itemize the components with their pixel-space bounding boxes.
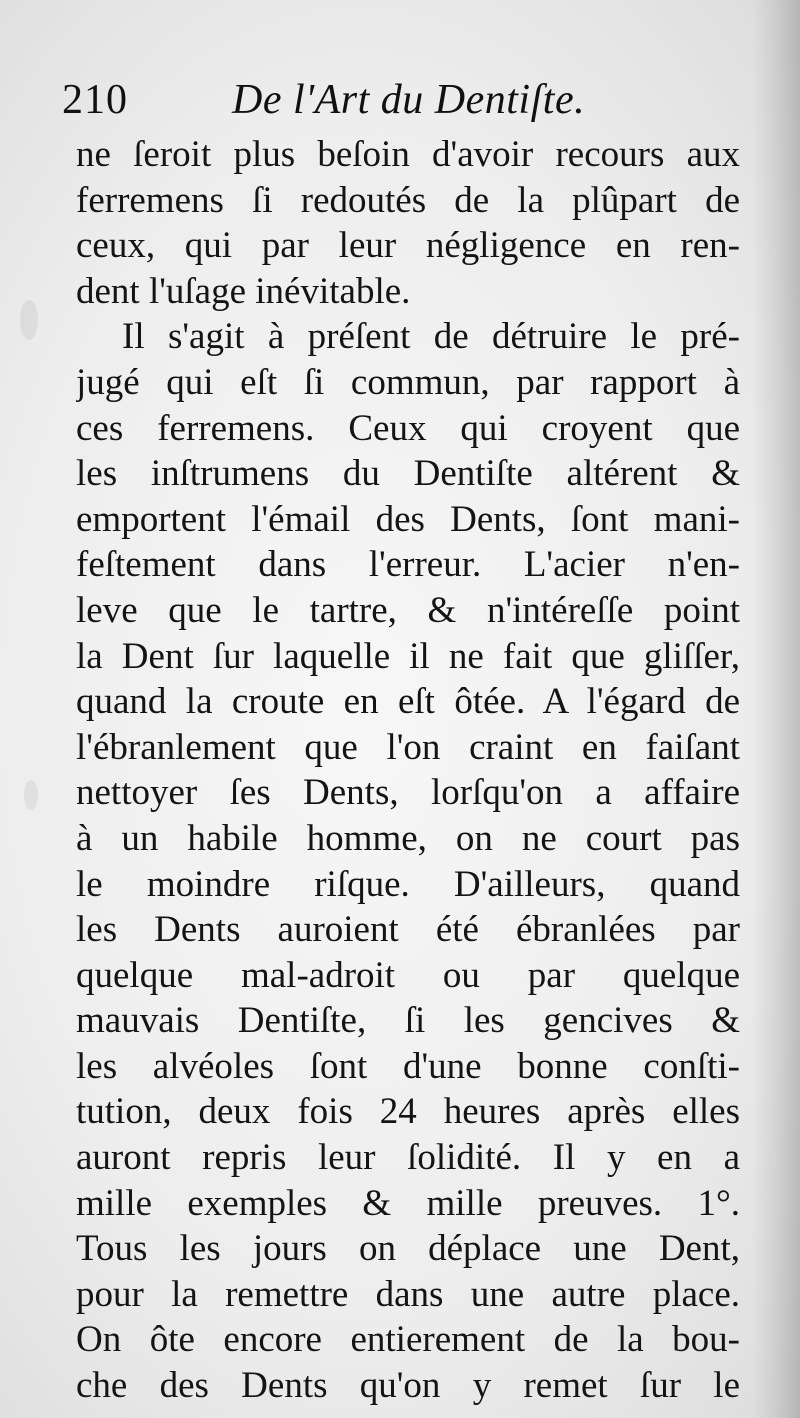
text-line: quelque mal-adroit ou par quelque	[76, 954, 740, 996]
text-line: nettoyer ſes Dents, lorſqu'on a affaire	[76, 772, 740, 814]
text-line: emportent l'émail des Dents, ſont mani-	[76, 498, 740, 540]
text-line: quand la croute en eſt ôtée. A l'égard de	[76, 681, 740, 723]
text-line: leve que le tartre, & n'intéreſſe point	[76, 589, 740, 631]
text-line: à un habile homme, on ne court pas	[76, 817, 740, 859]
text-line: Il s'agit à préſent de détruire le pré-	[122, 316, 740, 358]
text-line: On ôte encore entierement de la bou-	[76, 1319, 740, 1361]
body-text	[76, 132, 740, 1409]
text-line: mauvais Dentiſte, ſi les gencives &	[76, 1000, 740, 1042]
text-line: jugé qui eſt ſi commun, par rapport à	[76, 361, 740, 403]
text-line: l'ébranlement que l'on craint en faiſant	[76, 726, 740, 768]
text-line: ceux, qui par leur négligence en ren-	[76, 225, 740, 267]
text-line: ces ferremens. Ceux qui croyent que	[76, 407, 740, 449]
paper-blemish	[24, 780, 38, 810]
text-line: auront repris leur ſolidité. Il y en a	[76, 1137, 740, 1179]
text-line: ferremens ſi redoutés de la plûpart de	[76, 179, 740, 221]
page-number: 210	[62, 77, 128, 123]
text-line: les alvéoles ſont d'une bonne conſti-	[76, 1045, 740, 1087]
text-line: les inſtrumens du Dentiſte altérent &	[76, 453, 740, 495]
text-line: la Dent ſur laquelle il ne fait que gliſſer,	[76, 635, 740, 677]
paper-blemish	[20, 300, 38, 340]
page-gutter-shadow	[752, 0, 800, 1418]
text-line: tution, deux fois 24 heures après elles	[76, 1091, 740, 1133]
text-line: dent l'uſage inévitable.	[76, 270, 411, 312]
text-line: che des Dents qu'on y remet ſur le	[76, 1365, 740, 1407]
text-line: le moindre riſque. D'ailleurs, quand	[76, 863, 740, 905]
text-line: mille exemples & mille preuves. 1°.	[76, 1182, 740, 1224]
text-line: Tous les jours on déplace une Dent,	[76, 1228, 740, 1270]
text-line: pour la remettre dans une autre place.	[76, 1273, 740, 1315]
running-head	[62, 70, 742, 132]
text-line: les Dents auroient été ébranlées par	[76, 909, 740, 951]
book-title: De l'Art du Dentiſte.	[232, 77, 586, 123]
text-line: ne ſeroit plus beſoin d'avoir recours aux	[76, 134, 740, 175]
text-line: feſtement dans l'erreur. L'acier n'en-	[76, 544, 740, 586]
